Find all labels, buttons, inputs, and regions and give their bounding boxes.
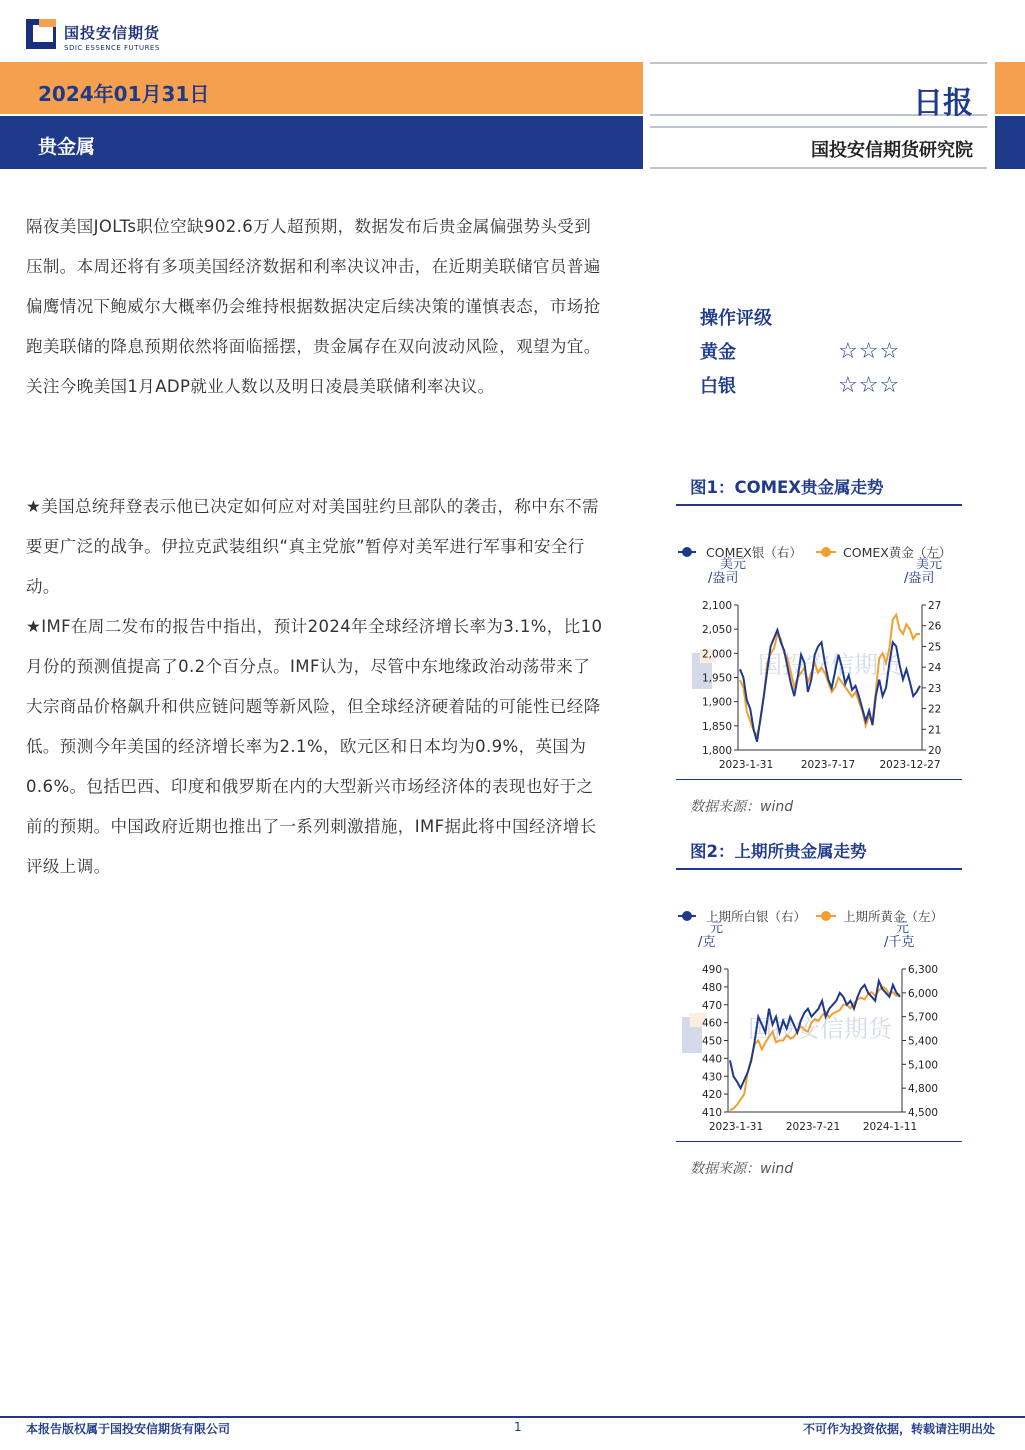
footer-copyright: 本报告版权属于国投安信期货有限公司: [26, 1422, 231, 1436]
y-right-tick-label: 24: [928, 662, 942, 675]
x-tick-label: 2023-1-31: [708, 1121, 764, 1133]
figure-1-source: 数据来源：wind: [690, 799, 794, 815]
y-right-tick-label: 21: [928, 724, 942, 737]
paragraph-news-1: ★美国总统拜登表示他已决定如何应对对美国驻约旦部队的袭击，称中东不需要更广泛的战争。伊拉克武装组织“真主党旅”暂停对美军进行军事和安全行动。: [26, 497, 599, 596]
page-number: 1: [514, 1420, 522, 1434]
y-left-tick-label: 430: [701, 1071, 722, 1084]
y-right-tick-label: 5,100: [908, 1059, 939, 1072]
y-left-tick-label: 1,950: [701, 672, 732, 685]
y-right-tick-label: 23: [928, 682, 942, 695]
y-right-tick-label: 26: [928, 620, 942, 633]
y-left-tick-label: 1,800: [701, 745, 732, 757]
footer-disclaimer: 不可作为投资依据，转载请注明出处: [802, 1422, 995, 1436]
legend-swatch-marker: [821, 547, 831, 557]
report-date: 2024年01月31日: [38, 82, 210, 106]
y-right-unit: /盎司: [904, 571, 935, 586]
legend-label: COMEX银（右）: [706, 545, 802, 560]
report-category: 贵金属: [38, 136, 96, 158]
y-right-tick-label: 20: [928, 745, 942, 757]
paragraph-summary: 隔夜美国JOLTs职位空缺902.6万人超预期，数据发布后贵金属偏强势头受到压制。本周还将有多项美国经济数据和利率决议冲击，在近期美联储官员普遍偏鹰情况下鲍威尔大概率仍会维持根据数据决定后续决策的谨慎表态，市场抢跑美联储的降息预期依然将面临摇摆，贵金属存在双向波动风险，观望为宜。关注今晚美国1月ADP就业人数以及明日凌晨美联储利率决议。: [26, 217, 601, 396]
y-left-tick-label: 420: [701, 1089, 722, 1102]
legend-label: 上期所白银（右）: [706, 909, 807, 924]
y-right-tick-label: 5,400: [908, 1035, 939, 1048]
rating-silver-label: 白银: [700, 376, 736, 397]
header-divider: [650, 126, 987, 128]
x-tick-label: 2023-12-27: [879, 759, 941, 771]
y-right-tick-label: 4,500: [908, 1107, 939, 1119]
y-right-unit: 元: [896, 921, 910, 936]
institute-name: 国投安信期货研究院: [811, 140, 973, 161]
rating-silver-stars: ☆☆☆: [838, 372, 901, 398]
series-line: [730, 987, 900, 1110]
operation-rating: [700, 300, 940, 402]
y-left-tick-label: 490: [701, 964, 722, 976]
y-right-tick-label: 6,300: [908, 964, 939, 976]
figure-2-title: 图2：上期所贵金属走势: [690, 842, 867, 861]
x-tick-label: 2023-7-17: [800, 759, 856, 771]
y-left-tick-label: 440: [701, 1053, 722, 1066]
report-type: 日报: [913, 86, 973, 121]
y-left-tick-label: 1,900: [701, 696, 732, 709]
rating-gold-stars: ☆☆☆: [838, 338, 901, 364]
x-tick-label: 2023-1-31: [718, 759, 774, 771]
y-left-tick-label: 450: [701, 1035, 722, 1048]
legend-swatch-marker: [682, 911, 692, 921]
y-left-tick-label: 460: [701, 1017, 722, 1030]
header-divider: [650, 62, 987, 64]
figure-1-chart: [676, 530, 962, 780]
y-right-unit: 美元: [916, 557, 943, 572]
legend-label: 上期所黄金（左）: [843, 909, 944, 924]
logo-cn: 国投安信期货: [64, 24, 161, 42]
category-bar: [0, 116, 643, 169]
x-tick-label: 2024-1-11: [862, 1121, 918, 1133]
rating-gold-label: 黄金: [700, 342, 736, 363]
y-left-unit: /盎司: [708, 571, 739, 586]
watermark-text: 国投安信期货: [758, 651, 902, 679]
x-tick-label: 2023-7-21: [785, 1121, 841, 1133]
logo-en: SDIC ESSENCE FUTURES: [64, 44, 160, 52]
series-line: [740, 630, 920, 742]
figure-2-bottom-rule: [676, 1141, 962, 1142]
y-right-tick-label: 25: [928, 641, 942, 654]
legend-label: COMEX黄金（左）: [843, 545, 952, 560]
legend-swatch-marker: [682, 547, 692, 557]
y-left-tick-label: 410: [701, 1107, 722, 1119]
y-left-tick-label: 480: [701, 981, 722, 994]
y-left-tick-label: 2,100: [701, 600, 732, 612]
y-right-unit: /千克: [884, 935, 915, 950]
y-left-unit: 元: [710, 921, 724, 936]
figure-1-top-rule: [676, 504, 962, 506]
y-right-tick-label: 4,800: [908, 1083, 939, 1096]
company-logo-icon: [26, 19, 56, 49]
rating-title: 操作评级: [700, 308, 772, 329]
paragraph-news-2: ★IMF在周二发布的报告中指出，预计2024年全球经济增长率为3.1%，比10月份的预测值提高了0.2个百分点。IMF认为，尽管中东地缘政治动荡带来了大宗商品价格飙升和供应链问题等新风险，但全球经济硬着陆的可能性已经降低。预测今年美国的经济增长率为2.1%，欧元区和日本均为0.9%，英国为0.6%。包括巴西、印度和俄罗斯在内的大型新兴市场经济体的表现也好于之前的预期。中国政府近期也推出了一系列刺激措施，IMF据此将中国经济增长评级上调。: [26, 617, 603, 876]
header-stripe: [995, 116, 1025, 169]
watermark-text: 国投安信期货: [748, 1015, 892, 1043]
figure-1-title: 图1：COMEX贵金属走势: [690, 478, 884, 497]
legend-swatch-marker: [821, 911, 831, 921]
y-right-tick-label: 5,700: [908, 1011, 939, 1024]
figure-2-chart: [676, 894, 962, 1142]
y-left-tick-label: 470: [701, 999, 722, 1012]
y-left-unit: /克: [698, 935, 716, 950]
header-stripe: [995, 62, 1025, 114]
figure-2-source: 数据来源：wind: [690, 1161, 794, 1177]
figure-2-top-rule: [676, 868, 962, 870]
y-left-tick-label: 2,000: [701, 648, 732, 661]
footer-rule: [0, 1416, 1025, 1418]
y-left-unit: 美元: [720, 557, 747, 572]
figure-1-bottom-rule: [676, 779, 962, 780]
y-left-tick-label: 1,850: [701, 720, 732, 733]
y-right-tick-label: 6,000: [908, 987, 939, 1000]
company-logo-text: [64, 22, 160, 52]
y-right-tick-label: 22: [928, 703, 942, 716]
header-divider: [650, 167, 987, 169]
y-left-tick-label: 2,050: [701, 624, 732, 637]
y-right-tick-label: 27: [928, 600, 942, 612]
